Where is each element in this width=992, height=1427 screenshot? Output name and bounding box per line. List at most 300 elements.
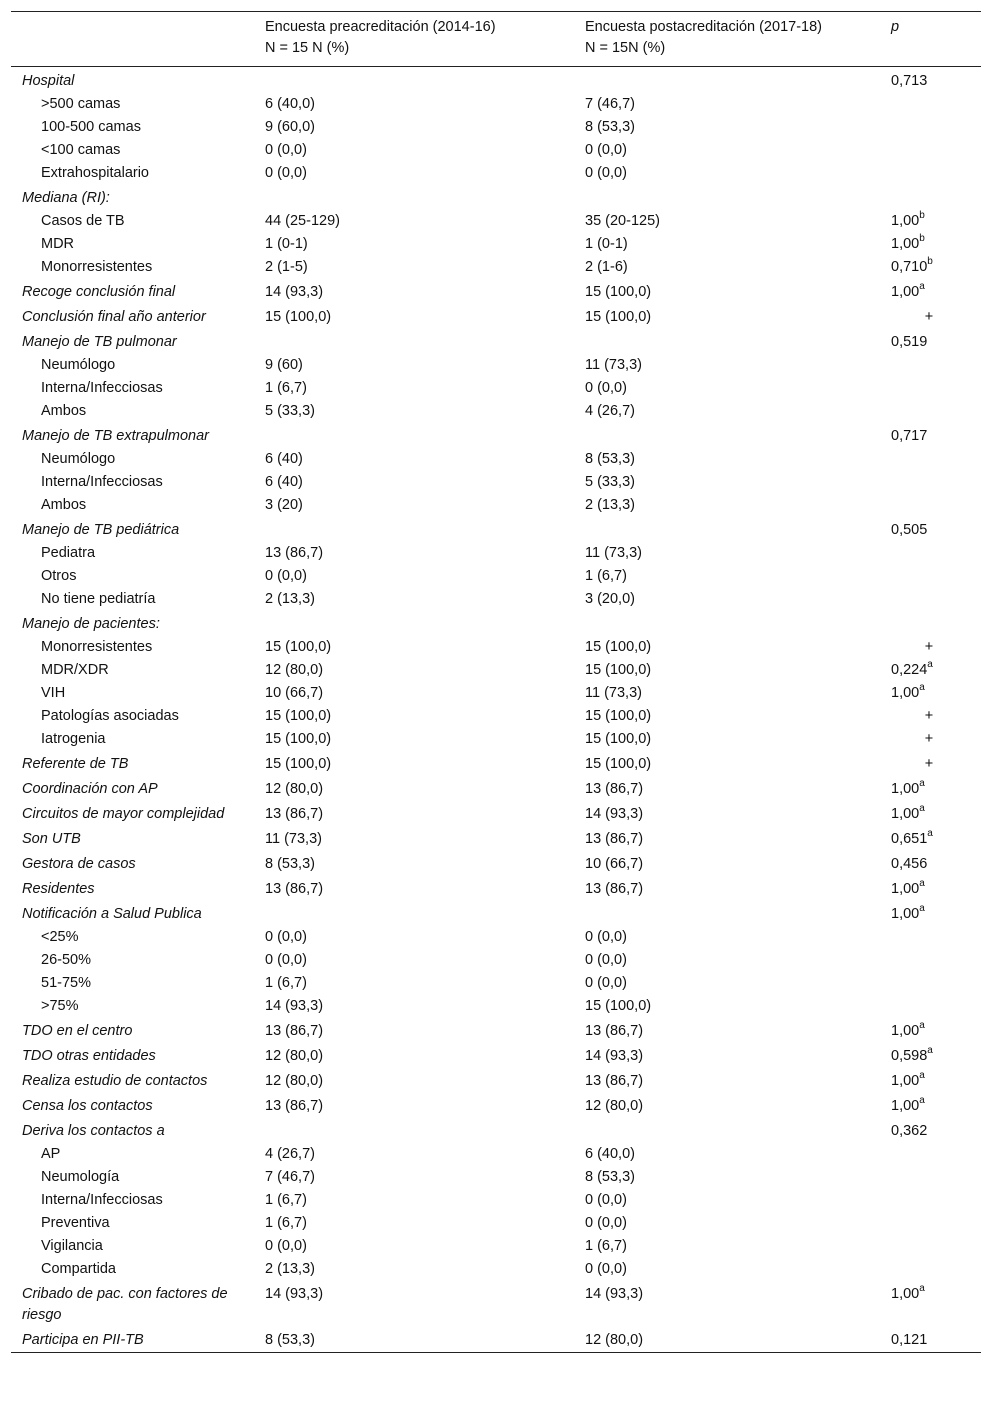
table-row (11, 565, 981, 588)
post-value-cell: 8 (53,3) (585, 451, 635, 467)
table-row (11, 1018, 981, 1043)
p-value-text: 0,717 (891, 428, 928, 444)
table-row (11, 542, 981, 565)
table-row (11, 1043, 981, 1068)
subcategory-label: Ambos (41, 497, 87, 513)
table-row (11, 611, 981, 636)
p-value-cell (887, 471, 981, 494)
header-p-value: p (891, 19, 900, 35)
table-row (11, 185, 981, 210)
subcategory-label: >500 camas (41, 96, 121, 112)
post-value-cell: 1 (6,7) (585, 1238, 627, 1254)
pre-value-cell: 15 (100,0) (265, 731, 332, 747)
table-row (11, 400, 981, 423)
post-value-cell: 8 (53,3) (585, 1169, 635, 1185)
pre-value-cell: 15 (100,0) (265, 309, 332, 325)
pre-value-cell: 14 (93,3) (265, 998, 324, 1014)
category-label: Manejo de TB pulmonar (22, 334, 177, 350)
post-value-cell: 15 (100,0) (585, 639, 652, 655)
post-value-cell: 14 (93,3) (585, 1048, 644, 1064)
p-value-text: 1,00 (891, 881, 920, 897)
p-value-text: + (924, 731, 934, 747)
post-value-cell: 35 (20-125) (585, 213, 660, 229)
category-label: Circuitos de mayor complejidad (22, 806, 225, 822)
p-value-text: 1,00 (891, 806, 920, 822)
table-row (11, 636, 981, 659)
subcategory-label: Patologías asociadas (41, 708, 179, 724)
p-value-text: 1,00 (891, 781, 920, 797)
p-value-cell (887, 1258, 981, 1281)
pre-value-cell: 9 (60,0) (265, 119, 315, 135)
p-value-text: 0,651 (891, 831, 928, 847)
pre-value-cell (255, 611, 575, 636)
header-pre-accreditation (255, 12, 575, 67)
p-value-cell (887, 1212, 981, 1235)
category-label: Referente de TB (22, 756, 129, 772)
table-row (11, 588, 981, 611)
subcategory-label: <100 camas (41, 142, 121, 158)
table-row (11, 304, 981, 329)
pre-value-cell: 6 (40) (265, 474, 303, 490)
pre-value-cell: 44 (25-129) (265, 213, 340, 229)
subcategory-label: No tiene pediatría (41, 591, 156, 607)
p-value-cell (887, 949, 981, 972)
subcategory-label: AP (41, 1146, 61, 1162)
p-value-cell (887, 279, 981, 304)
pre-value-cell: 12 (80,0) (265, 1073, 324, 1089)
p-value-text: 0,713 (891, 73, 928, 89)
table-row (11, 926, 981, 949)
pre-value-cell: 13 (86,7) (265, 1098, 324, 1114)
post-value-cell: 15 (100,0) (585, 662, 652, 678)
table-row (11, 876, 981, 901)
p-value-footnote-mark: a (919, 1020, 925, 1032)
pre-value-cell: 0 (0,0) (265, 142, 307, 158)
post-value-cell: 15 (100,0) (585, 731, 652, 747)
p-value-text: 1,00 (891, 1023, 920, 1039)
pre-value-cell: 8 (53,3) (265, 1332, 315, 1348)
p-value-cell (887, 93, 981, 116)
subcategory-label: Extrahospitalario (41, 165, 149, 181)
category-label: Hospital (22, 73, 75, 89)
subcategory-label: Neumólogo (41, 451, 116, 467)
p-value-footnote-mark: a (919, 878, 925, 890)
p-value-cell (887, 1166, 981, 1189)
pre-value-cell: 13 (86,7) (265, 545, 324, 561)
pre-value-cell: 14 (93,3) (265, 1286, 324, 1302)
p-value-footnote-mark: a (919, 803, 925, 815)
p-value-cell (887, 494, 981, 517)
p-value-text: 1,00 (891, 906, 920, 922)
table-row (11, 448, 981, 471)
table-row (11, 972, 981, 995)
subcategory-label: Monorresistentes (41, 639, 153, 655)
p-value-cell (887, 851, 981, 876)
p-value-footnote-mark: a (927, 1045, 933, 1057)
post-value-cell: 13 (86,7) (585, 831, 644, 847)
p-value-cell (887, 1327, 981, 1353)
table-row (11, 377, 981, 400)
p-value-cell (887, 801, 981, 826)
subcategory-label: Otros (41, 568, 77, 584)
table-row (11, 801, 981, 826)
table-row (11, 751, 981, 776)
p-value-text: 1,00 (891, 236, 920, 252)
table-row (11, 826, 981, 851)
pre-value-cell: 0 (0,0) (265, 1238, 307, 1254)
pre-value-cell (255, 423, 575, 448)
post-value-cell: 6 (40,0) (585, 1146, 635, 1162)
p-value-cell (887, 116, 981, 139)
p-value-text: 0,519 (891, 334, 928, 350)
subcategory-label: Ambos (41, 403, 87, 419)
p-value-cell (887, 542, 981, 565)
pre-value-cell: 1 (0-1) (265, 236, 308, 252)
subcategory-label: <25% (41, 929, 79, 945)
p-value-cell (887, 776, 981, 801)
post-value-cell: 0 (0,0) (585, 165, 627, 181)
table-row (11, 1068, 981, 1093)
post-value-cell: 4 (26,7) (585, 403, 635, 419)
p-value-text: 0,598 (891, 1048, 928, 1064)
subcategory-label: Interna/Infecciosas (41, 1192, 163, 1208)
post-value-cell: 0 (0,0) (585, 975, 627, 991)
post-value-cell: 1 (6,7) (585, 568, 627, 584)
header-post-title: Encuesta postacreditación (2017-18) (585, 19, 822, 35)
p-value-text: + (924, 309, 934, 325)
p-value-cell (887, 377, 981, 400)
p-value-cell (887, 659, 981, 682)
pre-value-cell: 2 (13,3) (265, 591, 315, 607)
pre-value-cell: 1 (6,7) (265, 1215, 307, 1231)
p-value-cell (887, 67, 981, 94)
header-pre-title: Encuesta preacreditación (2014-16) (265, 19, 496, 35)
p-value-cell (887, 705, 981, 728)
table-row (11, 210, 981, 233)
p-value-cell (887, 1118, 981, 1143)
pre-value-cell: 12 (80,0) (265, 781, 324, 797)
pre-value-cell: 13 (86,7) (265, 1023, 324, 1039)
p-value-text: + (924, 756, 934, 772)
p-value-text: 1,00 (891, 284, 920, 300)
category-label: Gestora de casos (22, 856, 136, 872)
post-value-cell (575, 901, 887, 926)
p-value-cell (887, 611, 981, 636)
pre-value-cell: 8 (53,3) (265, 856, 315, 872)
subcategory-label: Vigilancia (41, 1238, 103, 1254)
pre-value-cell: 0 (0,0) (265, 568, 307, 584)
header-variable (11, 12, 255, 67)
post-value-cell: 7 (46,7) (585, 96, 635, 112)
p-value-text: 0,121 (891, 1332, 928, 1348)
p-value-text: 0,710 (891, 259, 928, 275)
pre-value-cell: 12 (80,0) (265, 1048, 324, 1064)
category-label: Deriva los contactos a (22, 1123, 165, 1139)
pre-value-cell: 15 (100,0) (265, 756, 332, 772)
post-value-cell (575, 611, 887, 636)
pre-value-cell: 10 (66,7) (265, 685, 324, 701)
subcategory-label: MDR (41, 236, 75, 252)
post-value-cell: 12 (80,0) (585, 1332, 644, 1348)
p-value-cell (887, 256, 981, 279)
p-value-footnote-mark: a (927, 828, 933, 840)
pre-value-cell (255, 329, 575, 354)
p-value-cell (887, 728, 981, 751)
p-value-cell (887, 751, 981, 776)
pre-value-cell (255, 901, 575, 926)
post-value-cell (575, 185, 887, 210)
subcategory-label: Preventiva (41, 1215, 110, 1231)
subcategory-label: 26-50% (41, 952, 91, 968)
table-row (11, 1258, 981, 1281)
p-value-cell (887, 517, 981, 542)
table-row (11, 494, 981, 517)
p-value-cell (887, 1093, 981, 1118)
table-row (11, 1235, 981, 1258)
category-label: Participa en PII-TB (22, 1332, 144, 1348)
post-value-cell: 15 (100,0) (585, 284, 652, 300)
p-value-footnote-mark: b (919, 210, 925, 222)
post-value-cell: 11 (73,3) (585, 545, 642, 561)
table-row (11, 1093, 981, 1118)
table-body (11, 67, 981, 1353)
p-value-text: 1,00 (891, 1073, 920, 1089)
subcategory-label: MDR/XDR (41, 662, 109, 678)
p-value-cell (887, 565, 981, 588)
table-row (11, 682, 981, 705)
p-value-cell (887, 682, 981, 705)
post-value-cell: 14 (93,3) (585, 806, 644, 822)
table-row (11, 471, 981, 494)
table-row (11, 1281, 981, 1327)
post-value-cell: 15 (100,0) (585, 756, 652, 772)
p-value-text: 1,00 (891, 685, 920, 701)
pre-value-cell (255, 185, 575, 210)
pre-value-cell: 6 (40) (265, 451, 303, 467)
post-value-cell (575, 67, 887, 94)
p-value-cell (887, 1143, 981, 1166)
p-value-cell (887, 1189, 981, 1212)
subcategory-label: Compartida (41, 1261, 116, 1277)
post-value-cell: 11 (73,3) (585, 357, 642, 373)
post-value-cell: 15 (100,0) (585, 998, 652, 1014)
p-value-text: 0,224 (891, 662, 928, 678)
pre-value-cell: 15 (100,0) (265, 639, 332, 655)
p-value-cell (887, 588, 981, 611)
pre-value-cell: 12 (80,0) (265, 662, 324, 678)
table-row (11, 851, 981, 876)
pre-value-cell: 11 (73,3) (265, 831, 322, 847)
subcategory-label: Neumología (41, 1169, 120, 1185)
subcategory-label: Monorresistentes (41, 259, 153, 275)
p-value-footnote-mark: a (919, 1095, 925, 1107)
table-row (11, 1143, 981, 1166)
p-value-footnote-mark: b (927, 256, 933, 268)
table-row (11, 1189, 981, 1212)
p-value-cell (887, 139, 981, 162)
p-value-text: + (924, 639, 934, 655)
pre-value-cell (255, 1118, 575, 1143)
post-value-cell: 13 (86,7) (585, 1023, 644, 1039)
category-label: TDO en el centro (22, 1023, 133, 1039)
table-row (11, 728, 981, 751)
table-row (11, 949, 981, 972)
p-value-footnote-mark: b (919, 233, 925, 245)
p-value-cell (887, 423, 981, 448)
table-row (11, 67, 981, 94)
post-value-cell (575, 1118, 887, 1143)
p-value-text: 0,362 (891, 1123, 928, 1139)
post-value-cell: 8 (53,3) (585, 119, 635, 135)
table-header (11, 12, 981, 67)
p-value-cell (887, 233, 981, 256)
pre-value-cell: 5 (33,3) (265, 403, 315, 419)
post-value-cell: 13 (86,7) (585, 781, 644, 797)
post-value-cell: 0 (0,0) (585, 1192, 627, 1208)
post-value-cell: 11 (73,3) (585, 685, 642, 701)
p-value-cell (887, 636, 981, 659)
pre-value-cell: 1 (6,7) (265, 1192, 307, 1208)
p-value-cell (887, 400, 981, 423)
pre-value-cell: 9 (60) (265, 357, 303, 373)
post-value-cell: 0 (0,0) (585, 1261, 627, 1277)
p-value-cell (887, 1018, 981, 1043)
p-value-footnote-mark: a (919, 281, 925, 293)
pre-value-cell: 4 (26,7) (265, 1146, 315, 1162)
table-row (11, 1327, 981, 1353)
p-value-footnote-mark: a (919, 1283, 925, 1295)
p-value-footnote-mark: a (919, 682, 925, 694)
category-label: Coordinación con AP (22, 781, 158, 797)
table-row (11, 1212, 981, 1235)
post-value-cell: 14 (93,3) (585, 1286, 644, 1302)
p-value-footnote-mark: a (919, 778, 925, 790)
pre-value-cell: 0 (0,0) (265, 952, 307, 968)
p-value-cell (887, 1068, 981, 1093)
data-table-container (11, 11, 981, 1353)
p-value-cell (887, 448, 981, 471)
p-value-cell (887, 901, 981, 926)
table-row (11, 354, 981, 377)
post-value-cell: 0 (0,0) (585, 142, 627, 158)
table-row (11, 162, 981, 185)
table-row (11, 776, 981, 801)
survey-comparison-table (11, 11, 981, 1353)
pre-value-cell: 1 (6,7) (265, 975, 307, 991)
p-value-cell (887, 210, 981, 233)
post-value-cell: 13 (86,7) (585, 881, 644, 897)
category-label: Cribado de pac. con factores de riesgo (22, 1286, 228, 1323)
category-label: Mediana (RI): (22, 190, 110, 206)
p-value-text: 1,00 (891, 1098, 920, 1114)
category-label: Son UTB (22, 831, 81, 847)
pre-value-cell: 1 (6,7) (265, 380, 307, 396)
post-value-cell: 15 (100,0) (585, 309, 652, 325)
post-value-cell: 2 (1-6) (585, 259, 628, 275)
category-label: Notificación a Salud Publica (22, 906, 202, 922)
pre-value-cell: 0 (0,0) (265, 165, 307, 181)
table-row (11, 659, 981, 682)
pre-value-cell: 3 (20) (265, 497, 303, 513)
table-row (11, 995, 981, 1018)
p-value-text: 1,00 (891, 213, 920, 229)
subcategory-label: Casos de TB (41, 213, 125, 229)
pre-value-cell: 13 (86,7) (265, 806, 324, 822)
p-value-footnote-mark: a (919, 903, 925, 915)
table-row (11, 901, 981, 926)
category-label: Manejo de TB pediátrica (22, 522, 180, 538)
post-value-cell: 1 (0-1) (585, 236, 628, 252)
p-value-cell (887, 329, 981, 354)
table-row (11, 93, 981, 116)
post-value-cell: 12 (80,0) (585, 1098, 644, 1114)
header-row (11, 12, 981, 67)
table-row (11, 116, 981, 139)
category-label: TDO otras entidades (22, 1048, 156, 1064)
p-value-cell (887, 972, 981, 995)
post-value-cell: 0 (0,0) (585, 1215, 627, 1231)
table-row (11, 233, 981, 256)
post-value-cell (575, 329, 887, 354)
post-value-cell: 0 (0,0) (585, 380, 627, 396)
pre-value-cell: 13 (86,7) (265, 881, 324, 897)
post-value-cell: 0 (0,0) (585, 952, 627, 968)
p-value-cell (887, 1043, 981, 1068)
post-value-cell: 5 (33,3) (585, 474, 635, 490)
pre-value-cell (255, 67, 575, 94)
header-post-accreditation (575, 12, 887, 67)
table-row (11, 1118, 981, 1143)
post-value-cell: 10 (66,7) (585, 856, 644, 872)
p-value-text: 1,00 (891, 1286, 920, 1302)
pre-value-cell: 15 (100,0) (265, 708, 332, 724)
category-label: Censa los contactos (22, 1098, 153, 1114)
category-label: Residentes (22, 881, 95, 897)
table-row (11, 1166, 981, 1189)
category-label: Manejo de pacientes: (22, 616, 160, 632)
pre-value-cell: 6 (40,0) (265, 96, 315, 112)
subcategory-label: 100-500 camas (41, 119, 141, 135)
p-value-text: 0,505 (891, 522, 928, 538)
pre-value-cell: 2 (13,3) (265, 1261, 315, 1277)
pre-value-cell: 14 (93,3) (265, 284, 324, 300)
post-value-cell: 15 (100,0) (585, 708, 652, 724)
p-value-cell (887, 304, 981, 329)
table-row (11, 705, 981, 728)
p-value-text: 0,456 (891, 856, 928, 872)
post-value-cell: 3 (20,0) (585, 591, 635, 607)
category-label: Conclusión final año anterior (22, 309, 206, 325)
table-row (11, 329, 981, 354)
header-pre-subtitle: N = 15 N (%) (265, 40, 350, 56)
p-value-footnote-mark: a (919, 1070, 925, 1082)
subcategory-label: Neumólogo (41, 357, 116, 373)
post-value-cell: 13 (86,7) (585, 1073, 644, 1089)
p-value-cell (887, 995, 981, 1018)
p-value-footnote-mark: a (927, 659, 933, 671)
p-value-cell (887, 1281, 981, 1327)
category-label: Manejo de TB extrapulmonar (22, 428, 209, 444)
table-row (11, 139, 981, 162)
p-value-cell (887, 1235, 981, 1258)
table-row (11, 517, 981, 542)
p-value-cell (887, 162, 981, 185)
p-value-cell (887, 876, 981, 901)
p-value-cell (887, 926, 981, 949)
p-value-cell (887, 185, 981, 210)
post-value-cell: 2 (13,3) (585, 497, 635, 513)
table-row (11, 279, 981, 304)
